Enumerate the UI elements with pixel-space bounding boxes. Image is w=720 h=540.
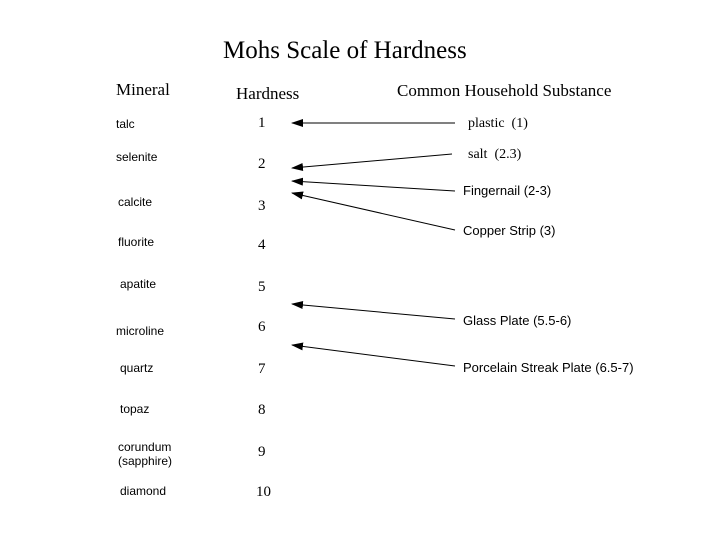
hardness-value: 2 — [258, 156, 266, 172]
mineral-name: topaz — [120, 402, 150, 416]
substance-label: Copper Strip (3) — [463, 223, 556, 238]
hardness-value: 8 — [258, 402, 266, 418]
hardness-value: 4 — [258, 237, 266, 253]
arrow-fingernail-to-2-3 — [292, 181, 455, 191]
mineral-name: corundum (sapphire) — [118, 440, 173, 469]
substance-label: plastic (1) — [468, 116, 528, 131]
hardness-value: 3 — [258, 198, 266, 214]
mineral-column-header: Mineral — [116, 80, 170, 99]
hardness-value: 10 — [256, 484, 271, 500]
mineral-name: diamond — [120, 484, 167, 498]
hardness-value: 7 — [258, 361, 266, 377]
substance-label: Glass Plate (5.5-6) — [463, 313, 572, 328]
substance-column-header: Common Household Substance — [397, 81, 612, 100]
mineral-name: apatite — [120, 277, 157, 291]
arrow-porcelain-to-6-5 — [292, 345, 455, 366]
hardness-value: 6 — [258, 319, 266, 335]
hardness-column-header: Hardness — [236, 84, 300, 103]
hardness-value: 5 — [258, 279, 266, 295]
arrow-salt-to-2 — [292, 154, 452, 168]
hardness-value: 1 — [258, 115, 266, 131]
arrow-copper-strip-to-3 — [292, 193, 455, 230]
substance-label: Fingernail (2-3) — [463, 183, 552, 198]
page-title: Mohs Scale of Hardness — [223, 37, 467, 64]
arrow-glass-plate-to-5-5 — [292, 304, 455, 319]
hardness-value: 9 — [258, 444, 266, 460]
mineral-name: selenite — [116, 150, 158, 164]
mineral-name: fluorite — [118, 235, 155, 249]
substance-label: Porcelain Streak Plate (6.5-7) — [463, 360, 634, 375]
mineral-name: talc — [116, 117, 135, 131]
mineral-name: microline — [116, 324, 165, 338]
mineral-name: calcite — [118, 195, 153, 209]
substance-label: salt (2.3) — [468, 147, 522, 162]
mineral-name: quartz — [120, 361, 154, 375]
